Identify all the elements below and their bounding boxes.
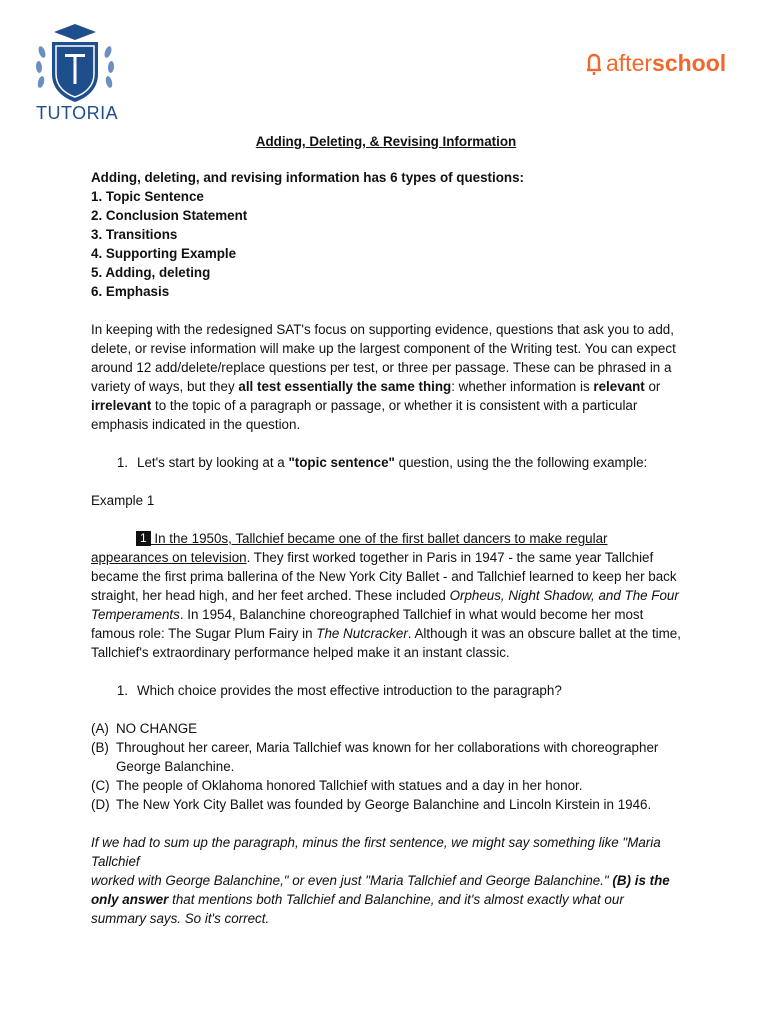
- answer-choice-c: (C) The people of Oklahoma honored Tallchief with statues and a day in her honor.: [91, 778, 583, 793]
- tutoria-wordmark: TUTORIA: [36, 103, 119, 123]
- answer-choice-a: (A) NO CHANGE: [91, 721, 198, 736]
- type-item: 3. Transitions: [91, 227, 178, 242]
- types-heading: Adding, deleting, and revising information has 6 types of questions:: [91, 170, 525, 185]
- afterschool-text-light: after: [606, 50, 653, 76]
- answer-choice-d: (D) The New York City Ballet was founded by George Balanchine and Lincoln Kirstein in 1946.: [91, 797, 652, 812]
- type-item: 5. Adding, deleting: [91, 265, 211, 280]
- intro-paragraph: In keeping with the redesigned SAT's focus on supporting evidence, questions that ask you to add, delete, or revise information will make up the largest component of the Writing test. You can expect around 12 add/delete/replace questions per test, or three per passage. These can be phrased in a variety of ways, but they all test essentially the same thing: whether information is relevant or irrelevant to the topic of a paragraph or passage, or whether it is consistent with a particular emphasis indicated in the question.: [91, 322, 676, 432]
- underlined-sentence: In the 1950s, Tallchief became one of the first ballet dancers to make regular appearances on television: [91, 531, 608, 565]
- afterschool-logo: [586, 50, 726, 77]
- example-passage: 1 In the 1950s, Tallchief became one of the first ballet dancers to make regular appearances on television. They first worked together in Paris in 1947 - the same year Tallchief became the first prima ballerina of the New York City Ballet - and Tallchief learned to keep her back straight, her head high, and her feet arched. These included Orpheus, Night Shadow, and The Four Temperaments. In 1954, Balanchine choreographed Tallchief in what would become her most famous role: The Sugar Plum Fairy in The Nutcracker. Although it was an obscure ballet at the time, Tallchief's extraordinary performance helped make it an instant classic.: [91, 531, 681, 660]
- bell-icon: [586, 53, 602, 75]
- type-item: 2. Conclusion Statement: [91, 208, 248, 223]
- document-body: [91, 132, 681, 928]
- answer-choice-b: (B) Throughout her career, Maria Tallchief was known for her collaborations with choreographer George Balanchine.: [91, 740, 659, 774]
- page-title: Adding, Deleting, & Revising Information: [255, 134, 517, 149]
- step-1: 1. Let's start by looking at a "topic sentence" question, using the the following example:: [116, 455, 648, 470]
- type-item: 1. Topic Sentence: [91, 189, 204, 204]
- afterschool-text-bold: school: [652, 50, 727, 76]
- example-label: Example 1: [91, 493, 155, 508]
- type-item: 4. Supporting Example: [91, 246, 237, 261]
- explanation: If we had to sum up the paragraph, minus the first sentence, we might say something like "Maria Tallchief worked with George Balanchine," or even just "Maria Tallchief and George Balanchine." (B) is the only answer that mentions both Tallchief and Balanchine, and it's almost exactly what our summary says. So it's correct.: [91, 835, 670, 926]
- question-marker: 1: [136, 531, 151, 546]
- question: 1. Which choice provides the most effective introduction to the paragraph?: [116, 683, 562, 698]
- type-item: 6. Emphasis: [91, 284, 170, 299]
